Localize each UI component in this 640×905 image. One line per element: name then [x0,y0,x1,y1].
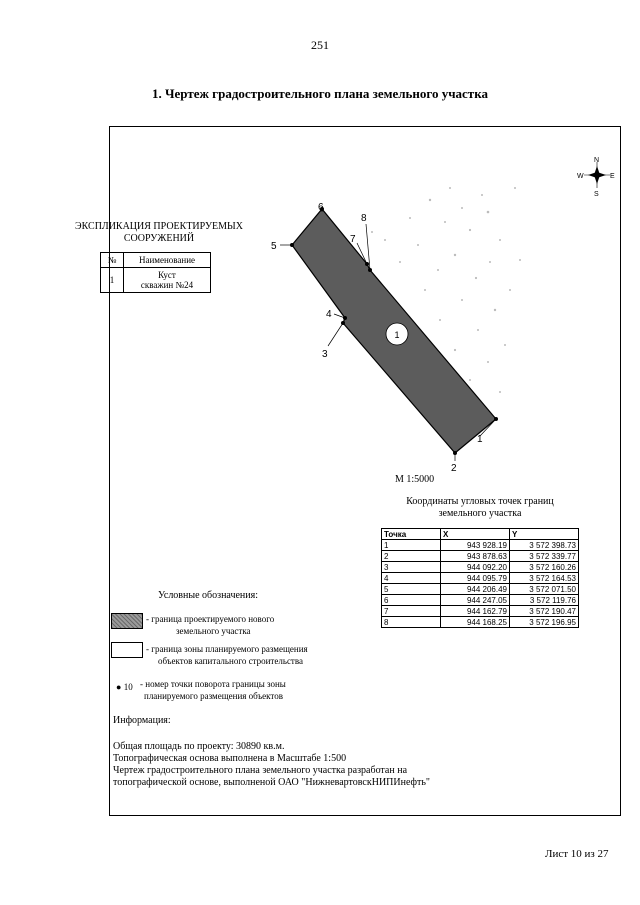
info-line1: Общая площадь по проекту: 30890 кв.м. [113,741,285,752]
coords-y: 3 572 071.50 [510,584,579,595]
coords-point: 3 [382,562,441,573]
compass-s: S [594,191,599,198]
coords-row [382,606,579,617]
legend-item3-line2: планируемого размещения объектов [144,691,283,701]
coords-row [382,595,579,606]
coords-row [382,573,579,584]
object-marker-label: 1 [394,330,400,340]
coords-x: 944 206.49 [441,584,510,595]
explication-row-name [124,268,211,293]
map-scale: М 1:5000 [395,474,435,485]
explication-row-name-line1: Куст [158,270,176,280]
info-block [113,741,430,789]
coords-y: 3 572 164.53 [510,573,579,584]
page-number: 251 [311,38,329,52]
explication-table [100,252,211,293]
coords-point: 4 [382,573,441,584]
legend-item-parcel [146,613,274,637]
point-label-5: 5 [271,241,277,252]
compass-rose-icon [577,157,615,198]
point-label-3: 3 [322,349,328,360]
compass-e: E [610,173,615,180]
info-line2: Топографическая основа выполнена в Масштабе 1:500 [113,753,347,764]
coords-point: 6 [382,595,441,606]
coords-x: 944 162.79 [441,606,510,617]
legend-item2-line2: объектов капитального строительства [158,656,303,666]
info-title: Информация: [113,715,171,726]
explication-row-num: 1 [101,268,124,293]
legend-point-number: 10 [123,682,133,692]
coords-row [382,617,579,628]
document-title: 1. Чертеж градостроительного плана земельного участка [151,86,488,101]
explication-title [70,221,248,245]
coords-point: 5 [382,584,441,595]
legend-item-zone [146,643,308,667]
point-label-6: 6 [318,202,324,213]
point-label-4: 4 [326,309,332,320]
legend-parcel-swatch [111,613,143,629]
coords-y: 3 572 339.77 [510,551,579,562]
point-label-7: 7 [350,234,356,245]
explication-title-line2: СООРУЖЕНИЙ [123,233,195,244]
legend-zone-swatch [111,642,143,658]
coords-row [382,584,579,595]
coords-x: 943 928.19 [441,540,510,551]
sheet-number: Лист 10 из 27 [545,848,609,860]
coords-header-x: X [441,529,510,540]
explication-col-name: Наименование [124,253,211,268]
legend-item3-line1: - номер точки поворота границы зоны [140,679,286,689]
coords-x: 943 878.63 [441,551,510,562]
legend-item1-line2: земельного участка [176,626,251,636]
coords-row [382,562,579,573]
coords-y: 3 572 119.76 [510,595,579,606]
coords-x: 944 095.79 [441,573,510,584]
coords-point: 8 [382,617,441,628]
info-line4: топографической основе, выполненой ОАО "НижневартовскНИПИнефть" [113,777,431,788]
coords-x: 944 092.20 [441,562,510,573]
coordinates-title-line1: Координаты угловых точек границ [406,496,554,507]
explication-col-num: № [101,253,124,268]
legend-title: Условные обозначения: [158,590,259,601]
coordinates-table [381,528,579,628]
coords-y: 3 572 196.95 [510,617,579,628]
compass-n: N [594,157,600,164]
coords-header-point: Точка [382,529,441,540]
info-line3: Чертеж градостроительного плана земельного участка разработан на [113,765,408,776]
explication-title-line1: ЭКСПЛИКАЦИЯ ПРОЕКТИРУЕМЫХ [75,221,243,232]
legend-item2-line1: - граница зоны планируемого размещения [146,644,308,654]
coords-point: 2 [382,551,441,562]
point-label-8: 8 [361,213,367,224]
coords-x: 944 168.25 [441,617,510,628]
coords-row [382,540,579,551]
coordinates-title-line2: земельного участка [438,508,522,519]
coords-header-y: Y [510,529,579,540]
coords-y: 3 572 398.73 [510,540,579,551]
explication-row-name-line2: скважин №24 [140,280,194,290]
coordinates-title [400,496,560,520]
coords-y: 3 572 190.47 [510,606,579,617]
compass-w: W [577,173,584,180]
coords-y: 3 572 160.26 [510,562,579,573]
coords-point: 7 [382,606,441,617]
legend-point-marker: ● 10 [116,682,133,692]
legend-item-point [140,678,286,702]
coords-row [382,551,579,562]
point-label-2: 2 [451,463,457,474]
point-label-1: 1 [477,434,483,445]
coords-x: 944 247.05 [441,595,510,606]
coords-point: 1 [382,540,441,551]
legend-item1-line1: - граница проектируемого нового [146,614,275,624]
